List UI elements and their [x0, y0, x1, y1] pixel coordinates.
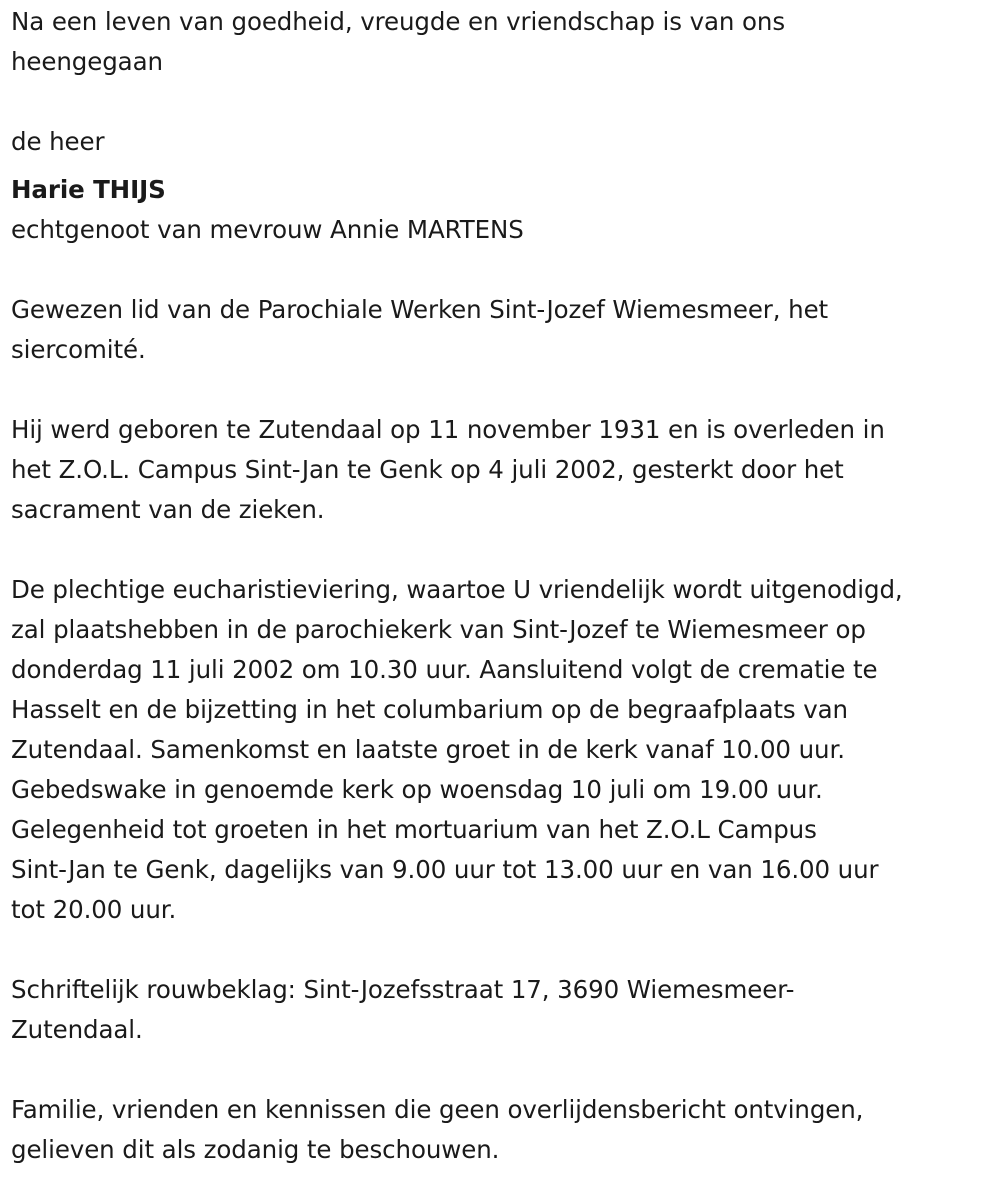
closing-text: Familie, vrienden en kennissen die geen overlijdensbericht ontvingen, gelieven dit als zodanig te beschouwen.	[11, 1095, 864, 1164]
deceased-name: Harie THIJS	[11, 175, 166, 204]
death-notice	[11, 2, 996, 1170]
title-prefix: de heer	[11, 127, 105, 156]
condolences-text: Schriftelijk rouwbeklag: Sint-Jozefsstraat 17, 3690 Wiemesmeer- Zutendaal.	[11, 975, 795, 1044]
spouse-text: echtgenoot van mevrouw Annie MARTENS	[11, 215, 524, 244]
intro-text: Na een leven van goedheid, vreugde en vriendschap is van ons heengegaan	[11, 7, 785, 76]
ceremony-text: De plechtige eucharistieviering, waartoe U vriendelijk wordt uitgenodigd, zal plaatshebben in de parochiekerk van Sint-Jozef te Wiemesmeer op donderdag 11 juli 2002 om 10.30 uur. Aansluitend volgt de crematie te Hasselt en de bijzetting in het columbarium op de begraafplaats van Zutendaal. Samenkomst en laatste groet in de kerk vanaf 10.00 uur. Gebedswake in genoemde kerk op woensdag 10 juli om 19.00 uur. Gelegenheid tot groeten in het mortuarium van het Z.O.L Campus Sint-Jan te Genk, dagelijks van 9.00 uur tot 13.00 uur en van 16.00 uur tot 20.00 uur.	[11, 575, 903, 924]
birth-death-text: Hij werd geboren te Zutendaal op 11 november 1931 en is overleden in het Z.O.L. Campus Sint-Jan te Genk op 4 juli 2002, gesterkt door het sacrament van de zieken.	[11, 415, 885, 524]
membership-text: Gewezen lid van de Parochiale Werken Sint-Jozef Wiemesmeer, het siercomité.	[11, 295, 829, 364]
